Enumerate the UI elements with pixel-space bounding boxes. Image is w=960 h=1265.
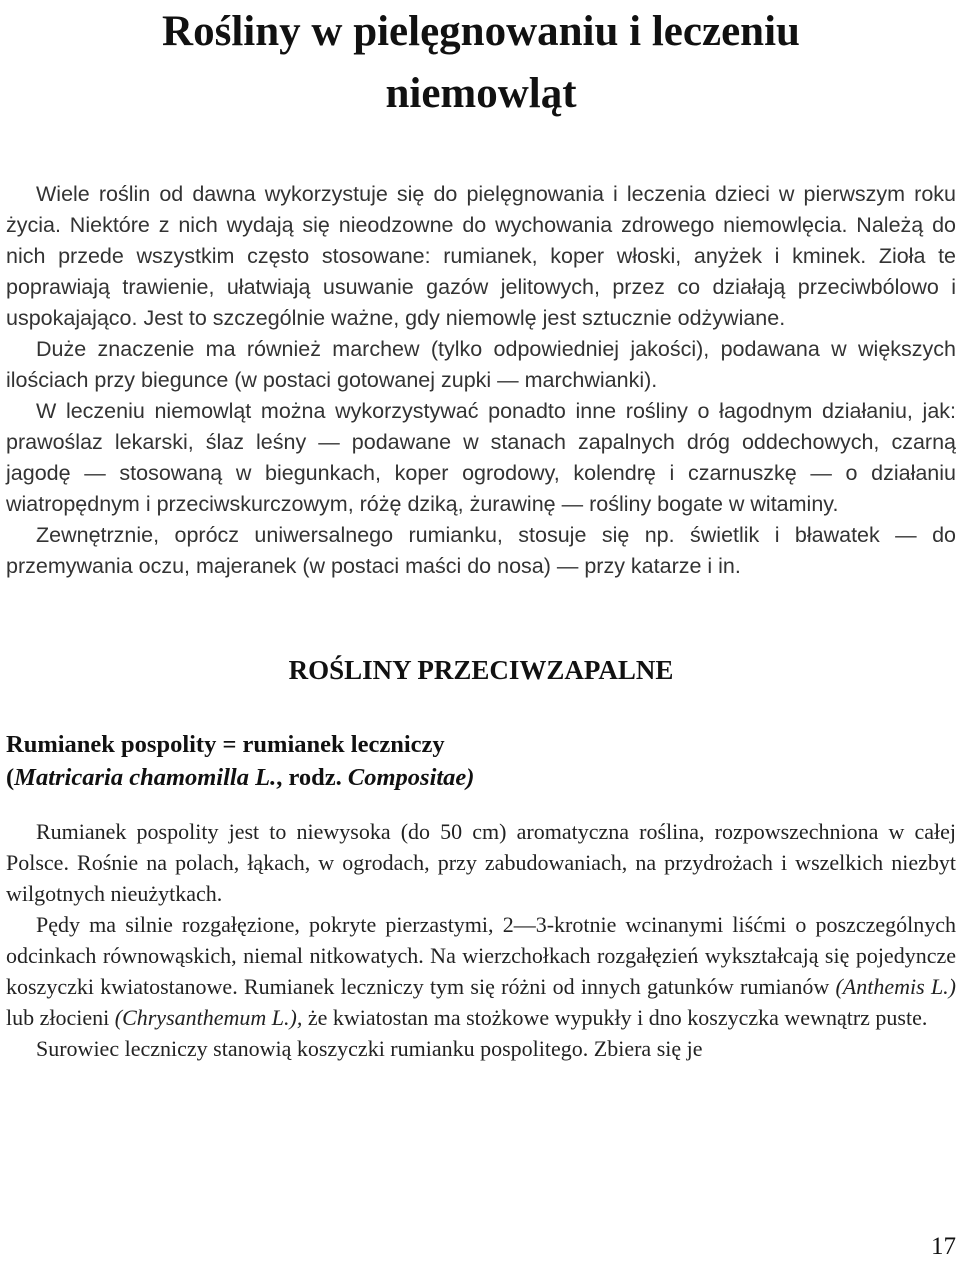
intro-paragraph-4: Zewnętrznie, oprócz uniwersalnego rumianku, stosuje się np. świetlik i bławatek — do przemywania oczu, majeranek (w postaci maści do nosa) — przy katarze i in. bbox=[6, 523, 956, 578]
section-heading: ROŚLINY PRZECIWZAPALNE bbox=[288, 655, 674, 685]
document-page bbox=[6, 0, 956, 1064]
plant-paragraph-2-text-a: Pędy ma silnie rozgałęzione, pokryte pierzastymi, 2—3-krotnie wcinanymi liśćmi o poszczególnych odcinkach równowąskich, niemal nitkowatych. Na wierzchołkach rozgałęzień wykształcają się pojedyncze koszyczki kwiatostanowe. Rumianek leczniczy tym się różni od innych gatunków rumianów bbox=[6, 912, 956, 999]
intro-paragraph-3: W leczeniu niemowląt można wykorzystywać ponadto inne rośliny o łagodnym działaniu, jak: prawoślaz lekarski, ślaz leśny — podawane w stanach zapalnych dróg oddechowych, czarną jagodę — stosowaną w biegunkach, koper ogrodowy, kolendrę i czarnuszkę — o działaniu wiatropędnym i przeciwskurczowym, różę dziką, żurawinę — rośliny bogate w witaminy. bbox=[6, 399, 956, 516]
plant-paragraph-3: Surowiec leczniczy stanowią koszyczki rumianku pospolitego. Zbiera się je bbox=[36, 1036, 703, 1061]
latin-family: Compositae) bbox=[347, 764, 475, 791]
intro-paragraph-1: Wiele roślin od dawna wykorzystuje się do pielęgnowania i leczenia dzieci w pierwszym roku życia. Niektóre z nich wydają się nieodzowne do wychowania zdrowego niemowlęcia. Należą do nich przede wszystkim często stosowane: rumianek, koper włoski, anyżek i kminek. Zioła te poprawiają trawienie, ułatwiają usuwanie gazów jelitowych, przez co działają przeciwbólowo i uspokajająco. Jest to szczególnie ważne, gdy niemowlę jest sztucznie odżywiane. bbox=[6, 182, 956, 330]
page-title-line-1: Rośliny w pielęgnowaniu i leczeniu bbox=[162, 8, 800, 55]
plant-name: Rumianek pospolity = rumianek leczniczy bbox=[6, 731, 445, 758]
latin-species: Matricaria chamomilla L. bbox=[14, 764, 277, 791]
intro-paragraph-2: Duże znaczenie ma również marchew (tylko odpowiedniej jakości), podawana w większych ilościach przy biegunce (w postaci gotowanej zupki — marchwianki). bbox=[6, 337, 956, 392]
plant-paragraph-1: Rumianek pospolity jest to niewysoka (do 50 cm) aromatyczna roślina, rozpowszechniona w całej Polsce. Rośnie na polach, łąkach, w ogrodach, przy zabudowaniach, na przydrożach i wszelkich niezbyt wilgotnych nieużytkach. bbox=[6, 819, 956, 906]
plant-paragraph-2-text-c: że kwiatostan ma stożkowe wypukły i dno koszyczka wewnątrz puste. bbox=[302, 1005, 928, 1030]
plant-latin-name bbox=[6, 761, 956, 794]
plant-paragraph-2-text-b: lub złocieni bbox=[6, 1005, 115, 1030]
anthemis-latin: (Anthemis L.) bbox=[835, 974, 957, 999]
page-title-line-2: niemowląt bbox=[385, 70, 577, 117]
page-title bbox=[6, 0, 956, 124]
chrysanthemum-latin: (Chrysanthemum L.), bbox=[114, 1005, 303, 1030]
latin-family-prefix: , rodz. bbox=[276, 764, 348, 791]
latin-open-paren: ( bbox=[6, 764, 15, 791]
page-number: 17 bbox=[931, 1233, 956, 1260]
plant-paragraph-2 bbox=[6, 909, 956, 1033]
